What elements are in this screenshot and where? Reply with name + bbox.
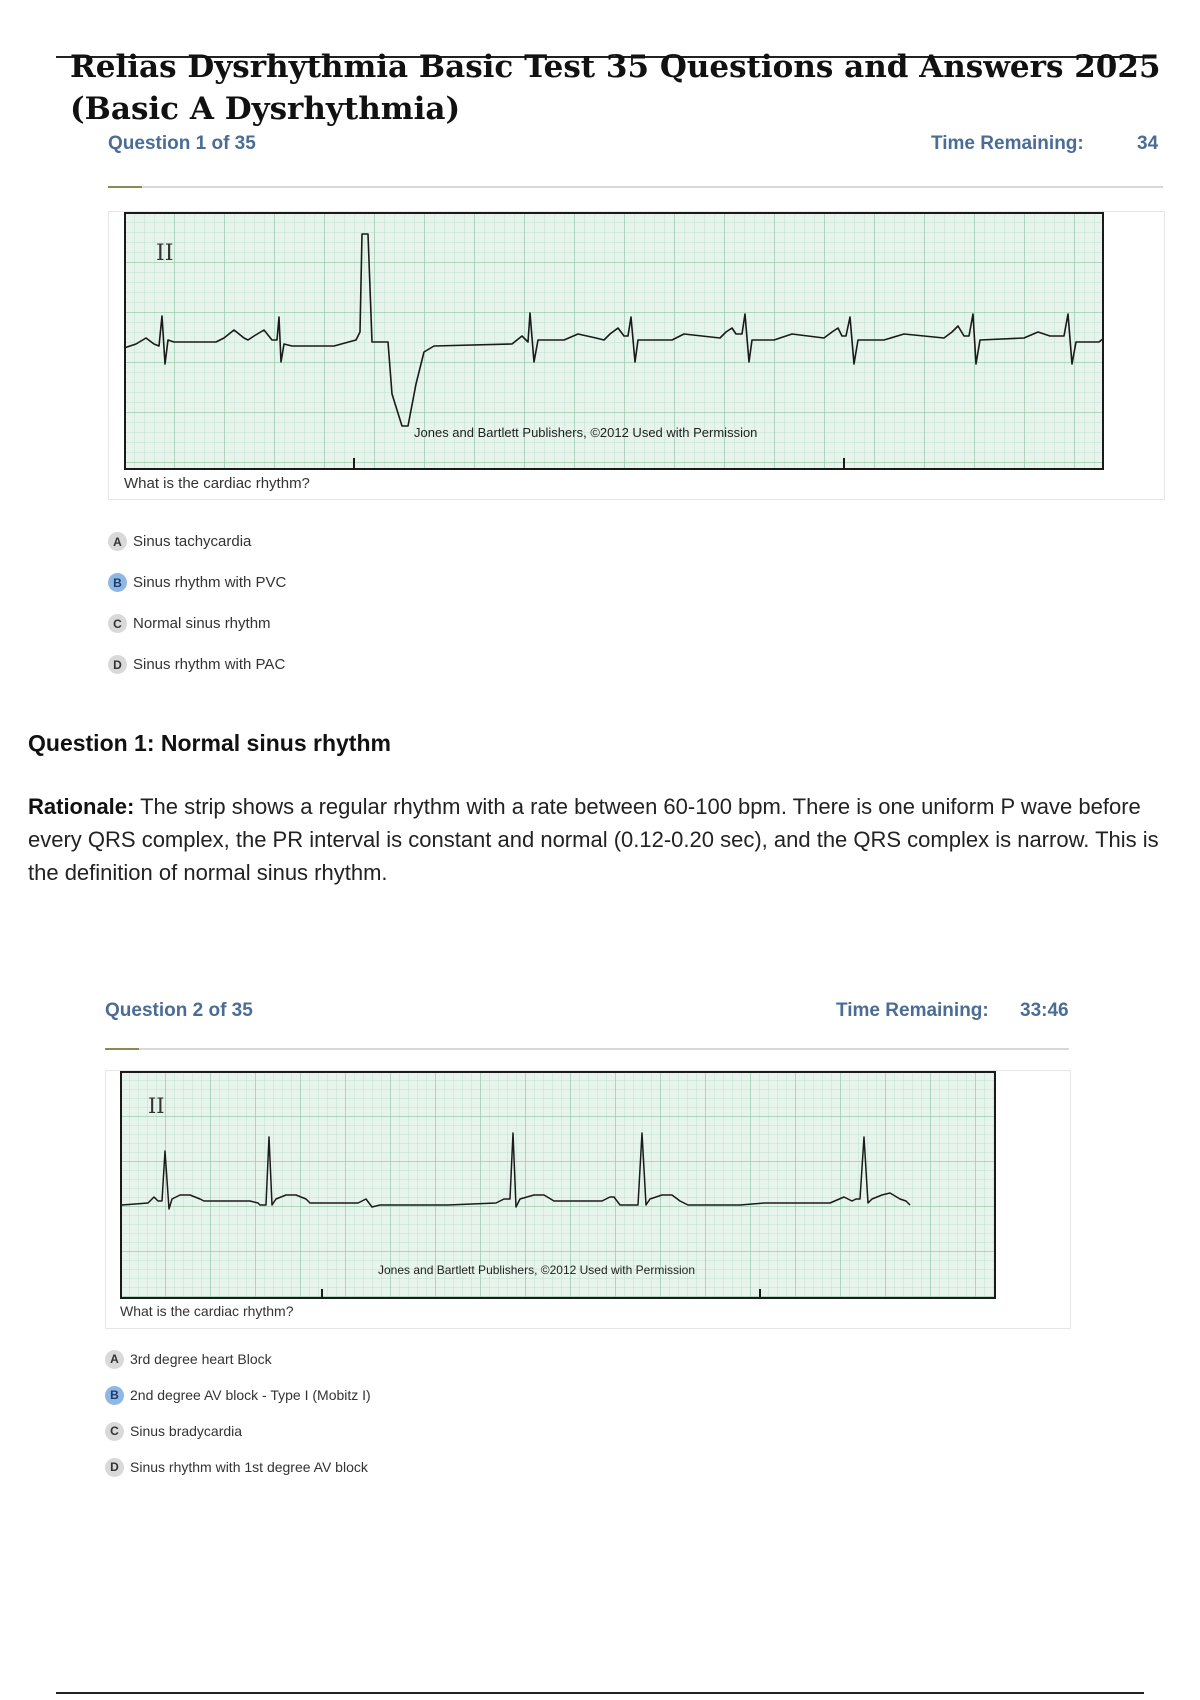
option-b-badge-selected: B xyxy=(105,1386,124,1405)
answer-title: Question 1: Normal sinus rhythm xyxy=(28,730,391,756)
question-number: Question 1 of 35 xyxy=(108,133,256,154)
time-remaining-value: 33:46 xyxy=(1020,1000,1069,1021)
time-remaining-label: Time Remaining: xyxy=(931,133,1084,154)
rationale-text: The strip shows a regular rhythm with a rate between 60-100 bpm. There is one uniform P wave before every QRS complex, the PR interval is constant and normal (0.12-0.20 sec), and the QRS complex is narrow. This is the definition of normal sinus rhythm. xyxy=(28,794,1159,885)
ecg-strip xyxy=(120,1071,996,1301)
question-header xyxy=(105,1000,1069,1030)
rationale-label: Rationale: xyxy=(28,794,135,819)
time-remaining-label: Time Remaining: xyxy=(836,1000,989,1021)
question-panel-2 xyxy=(105,1000,1069,1480)
answer-options xyxy=(105,1341,371,1485)
lead-label: II xyxy=(156,241,174,266)
header-divider xyxy=(105,1048,1069,1050)
option-c-label: Normal sinus rhythm xyxy=(133,615,271,632)
question-panel-1 xyxy=(108,133,1163,673)
strip-credit: Jones and Bartlett Publishers, ©2012 Used with Permission xyxy=(414,425,758,440)
strip-credit: Jones and Bartlett Publishers, ©2012 Used with Permission xyxy=(378,1263,695,1277)
option-a-label: Sinus tachycardia xyxy=(133,533,252,550)
option-d-badge: D xyxy=(105,1458,124,1477)
ecg-strip xyxy=(124,212,1104,472)
bottom-rule xyxy=(56,1692,1144,1694)
header-divider-accent xyxy=(105,1048,139,1050)
header-divider-accent xyxy=(108,186,142,188)
option-d-label: Sinus rhythm with 1st degree AV block xyxy=(130,1459,368,1475)
answer-option-c[interactable] xyxy=(108,603,286,644)
option-c-label: Sinus bradycardia xyxy=(130,1423,243,1439)
answer-options xyxy=(108,521,286,685)
lead-label: II xyxy=(148,1094,165,1118)
question-number: Question 2 of 35 xyxy=(105,1000,253,1021)
question-header xyxy=(108,133,1163,163)
answer-option-c[interactable] xyxy=(105,1413,371,1449)
option-a-label: 3rd degree heart Block xyxy=(130,1351,272,1367)
answer-option-a[interactable] xyxy=(108,521,286,562)
document-title: Relias Dysrhythmia Basic Test 35 Questions and Answers 2025 (Basic A Dysrhythmia) xyxy=(70,49,1161,127)
question-prompt: What is the cardiac rhythm? xyxy=(120,1303,294,1319)
answer-option-b[interactable] xyxy=(105,1377,371,1413)
rationale-paragraph xyxy=(28,790,1173,889)
option-b-badge-selected: B xyxy=(108,573,127,592)
option-b-label: 2nd degree AV block - Type I (Mobitz I) xyxy=(130,1387,371,1403)
answer-option-d[interactable] xyxy=(105,1449,371,1485)
question-prompt: What is the cardiac rhythm? xyxy=(124,475,310,492)
option-a-badge: A xyxy=(108,532,127,551)
answer-option-a[interactable] xyxy=(105,1341,371,1377)
time-remaining-value: 34 xyxy=(1137,133,1159,154)
option-a-badge: A xyxy=(105,1350,124,1369)
option-d-label: Sinus rhythm with PAC xyxy=(133,656,286,673)
option-b-label: Sinus rhythm with PVC xyxy=(133,574,287,591)
header-divider xyxy=(108,186,1163,188)
answer-option-b[interactable] xyxy=(108,562,286,603)
option-c-badge: C xyxy=(105,1422,124,1441)
option-c-badge: C xyxy=(108,614,127,633)
option-d-badge: D xyxy=(108,655,127,674)
answer-option-d[interactable] xyxy=(108,644,286,685)
